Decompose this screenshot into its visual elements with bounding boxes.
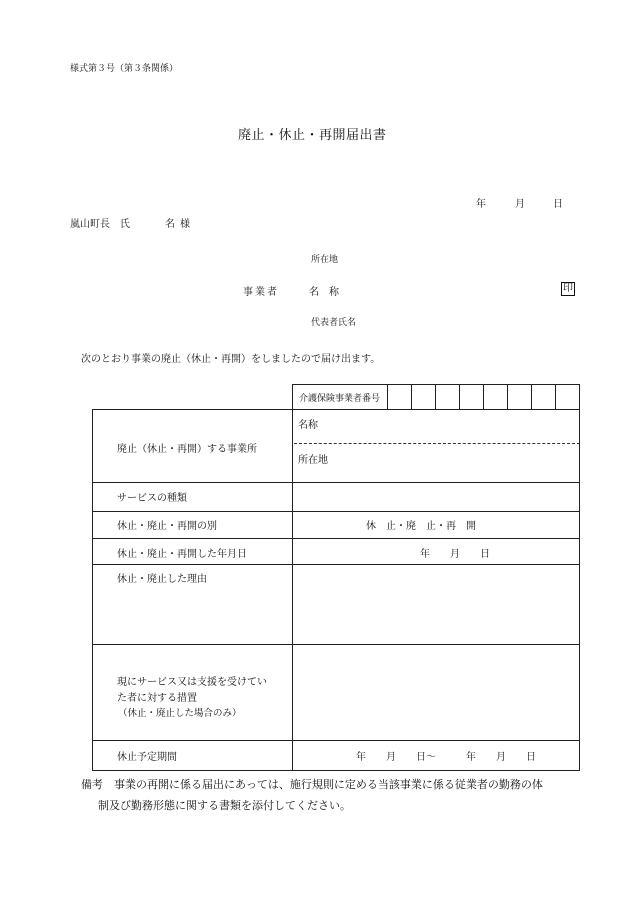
digit-box-rule bbox=[531, 384, 532, 409]
period-label: 休止予定期間 bbox=[117, 752, 177, 763]
remarks-label: 備考 bbox=[81, 778, 103, 791]
digit-box-rule bbox=[387, 384, 388, 409]
table-rule bbox=[92, 564, 580, 565]
digit-box-rule bbox=[555, 384, 556, 409]
table-rule bbox=[92, 482, 580, 483]
table-rule bbox=[579, 384, 580, 771]
addressee-sama: 様 bbox=[180, 219, 190, 230]
table-rule bbox=[292, 384, 293, 771]
digit-box-rule bbox=[483, 384, 484, 409]
representative-label: 代表者氏名 bbox=[311, 318, 357, 328]
date-year-label: 年 bbox=[476, 199, 486, 210]
period-value: 年 月 日～ 年 月 日 bbox=[356, 752, 536, 763]
addressee-prefix: 嵐山町長 bbox=[70, 219, 110, 230]
measures-label-line2: た者に対する措置 bbox=[117, 693, 197, 704]
measures-label-line3: （休止・廃止した場合のみ） bbox=[118, 708, 242, 719]
remarks-line2: 制及び勤務形態に関する書類を添付してください。 bbox=[98, 799, 351, 812]
digit-box-rule bbox=[507, 384, 508, 409]
page-title: 廃止・休止・再開届出書 bbox=[238, 128, 387, 143]
category-options: 休 止・廃 止・再 開 bbox=[366, 521, 476, 532]
seal-mark: 印 bbox=[563, 283, 573, 294]
date-day-label: 日 bbox=[553, 199, 563, 210]
business-name-label: 名 称 bbox=[309, 287, 339, 298]
digit-box-rule bbox=[411, 384, 412, 409]
remarks-line1: 事業の再開に係る届出にあっては、施行規則に定める当該事業に係る従業者の勤務の体 bbox=[114, 778, 543, 791]
table-rule bbox=[92, 511, 580, 512]
date-value: 年 月 日 bbox=[420, 549, 490, 560]
addressee-mei: 名 bbox=[165, 219, 175, 230]
intro-text: 次のとおり事業の廃止（休止・再開）をしましたので届け出ます。 bbox=[81, 354, 381, 365]
service-type-label: サービスの種類 bbox=[117, 493, 187, 504]
form-number: 様式第３号（第３条関係） bbox=[70, 64, 179, 74]
business-operator-label: 事業者 bbox=[243, 287, 279, 298]
table-rule bbox=[292, 384, 580, 385]
provider-number-label: 介護保険事業者番号 bbox=[299, 394, 381, 404]
table-dashed-rule bbox=[294, 443, 580, 444]
table-rule bbox=[92, 644, 580, 645]
addressee-shi: 氏 bbox=[120, 219, 130, 230]
facility-address-label: 所在地 bbox=[298, 455, 328, 466]
measures-label-line1: 現にサービス又は支援を受けてい bbox=[117, 677, 267, 688]
facility-label: 廃止（休止・再開）する事業所 bbox=[117, 444, 257, 455]
category-label: 休止・廃止・再開の別 bbox=[117, 521, 217, 532]
business-address-label: 所在地 bbox=[311, 255, 339, 265]
digit-box-rule bbox=[459, 384, 460, 409]
date-label: 休止・廃止・再開した年月日 bbox=[117, 549, 247, 560]
table-rule bbox=[92, 770, 580, 771]
table-rule bbox=[92, 409, 93, 771]
facility-name-label: 名称 bbox=[298, 420, 318, 431]
table-rule bbox=[92, 538, 580, 539]
table-rule bbox=[92, 409, 580, 410]
date-month-label: 月 bbox=[515, 199, 525, 210]
table-rule bbox=[92, 740, 580, 741]
reason-label: 休止・廃止した理由 bbox=[117, 574, 207, 585]
digit-box-rule bbox=[435, 384, 436, 409]
